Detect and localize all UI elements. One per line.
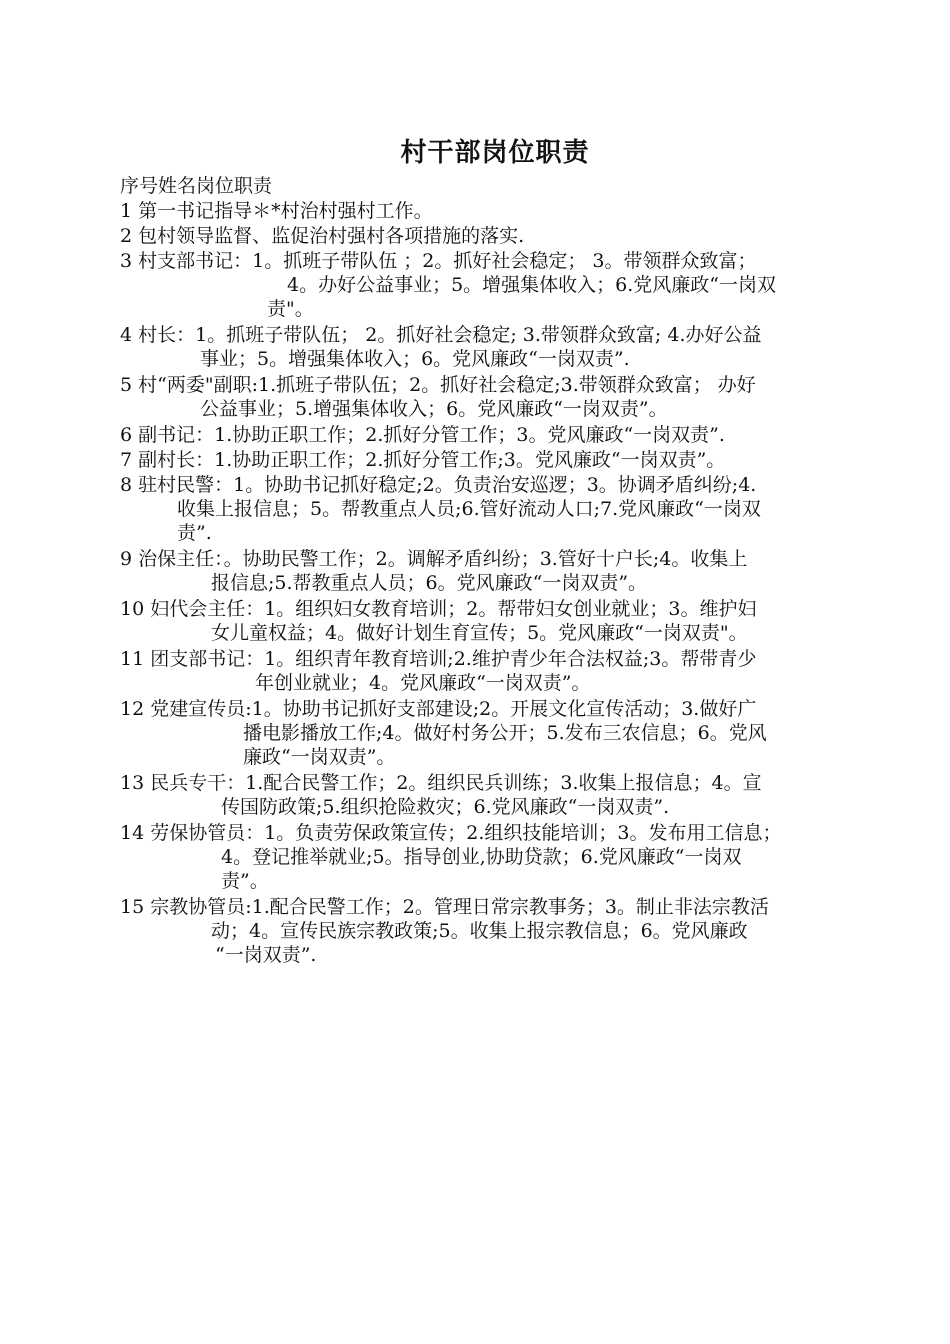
duty-line: 动；4。宣传民族宗教政策;5。收集上报宗教信息；6。党风廉政: [211, 920, 748, 942]
duty-line: 4。办好公益事业；5。增强集体收入；6.党风廉政“一岗双: [287, 274, 777, 296]
duty-line: 12 党建宣传员:1。协助书记抓好支部建设;2。开展文化宣传活动；3.做好广: [120, 698, 757, 720]
duty-line: 4 村长：1。抓班子带队伍； 2。抓好社会稳定; 3.带领群众致富; 4.办好公益: [120, 324, 762, 346]
duty-line: 责”.: [177, 522, 212, 544]
duty-line: 8 驻村民警：1。协助书记抓好稳定;2。负责治安巡逻；3。协调矛盾纠纷;4.: [120, 474, 757, 496]
duty-line: 10 妇代会主任：1。组织妇女教育培训；2。帮带妇女创业就业；3。维护妇: [120, 598, 757, 620]
duty-line: 传国防政策;5.组织抢险救灾；6.党风廉政“一岗双责”.: [221, 796, 670, 818]
duty-line: 公益事业；5.增强集体收入；6。党风廉政“一岗双责”。: [200, 398, 668, 420]
duty-line: 责”。: [221, 870, 269, 892]
duty-line: 11 团支部书记：1。组织青年教育培训;2.维护青少年合法权益;3。帮带青少: [120, 648, 757, 670]
duty-line: 收集上报信息；5。帮教重点人员;6.管好流动人口;7.党风廉政“一岗双: [177, 498, 761, 520]
duty-line: 9 治保主任：。协助民警工作；2。调解矛盾纠纷；3.管好十户长;4。收集上: [120, 548, 748, 570]
duty-line: 7 副村长：1.协助正职工作；2.抓好分管工作;3。党风廉政“一岗双责”。: [120, 449, 726, 471]
duty-line: 6 副书记：1.协助正职工作；2.抓好分管工作；3。党风廉政“一岗双责”.: [120, 424, 725, 446]
duty-line: 2 包村领导监督、监促治村强村各项措施的落实.: [120, 225, 525, 247]
duty-line: 4。登记推举就业;5。指导创业,协助贷款；6.党风廉政“一岗双: [221, 846, 742, 868]
duty-line: 报信息;5.帮教重点人员；6。党风廉政“一岗双责”。: [211, 572, 648, 594]
header-line: 序号姓名岗位职责: [120, 175, 273, 197]
duty-line: 3 村支部书记：1。抓班子带队伍 ；2。抓好社会稳定； 3。带领群众致富；: [120, 250, 757, 272]
duty-line: 1 第一书记指导＊*村治村强村工作。: [120, 200, 433, 222]
duty-line: 14 劳保协管员：1。负责劳保政策宣传；2.组织技能培训；3。发布用工信息；: [120, 822, 782, 844]
document-title: 村干部岗位职责: [400, 138, 590, 168]
duty-line: 责"。: [267, 298, 314, 320]
duty-line: “一岗双责”.: [215, 944, 317, 966]
duty-line: 年创业就业；4。党风廉政“一岗双责”。: [255, 672, 591, 694]
duty-line: 播电影播放工作;4。做好村务公开；5.发布三农信息；6。党风: [243, 722, 767, 744]
duty-line: 廉政“一岗双责”。: [243, 746, 396, 768]
duty-line: 女儿童权益；4。做好计划生育宣传；5。党风廉政“一岗双责"。: [211, 622, 748, 644]
duty-line: 15 宗教协管员:1.配合民警工作；2。管理日常宗教事务；3。制止非法宗教活: [120, 896, 769, 918]
duty-line: 13 民兵专干：1.配合民警工作；2。组织民兵训练；3.收集上报信息；4。宣: [120, 772, 762, 794]
duty-line: 事业；5。增强集体收入；6。党风廉政“一岗双责”.: [200, 348, 630, 370]
duty-line: 5 村“两委"副职:1.抓班子带队伍；2。抓好社会稳定;3.带领群众致富； 办好: [120, 374, 756, 396]
